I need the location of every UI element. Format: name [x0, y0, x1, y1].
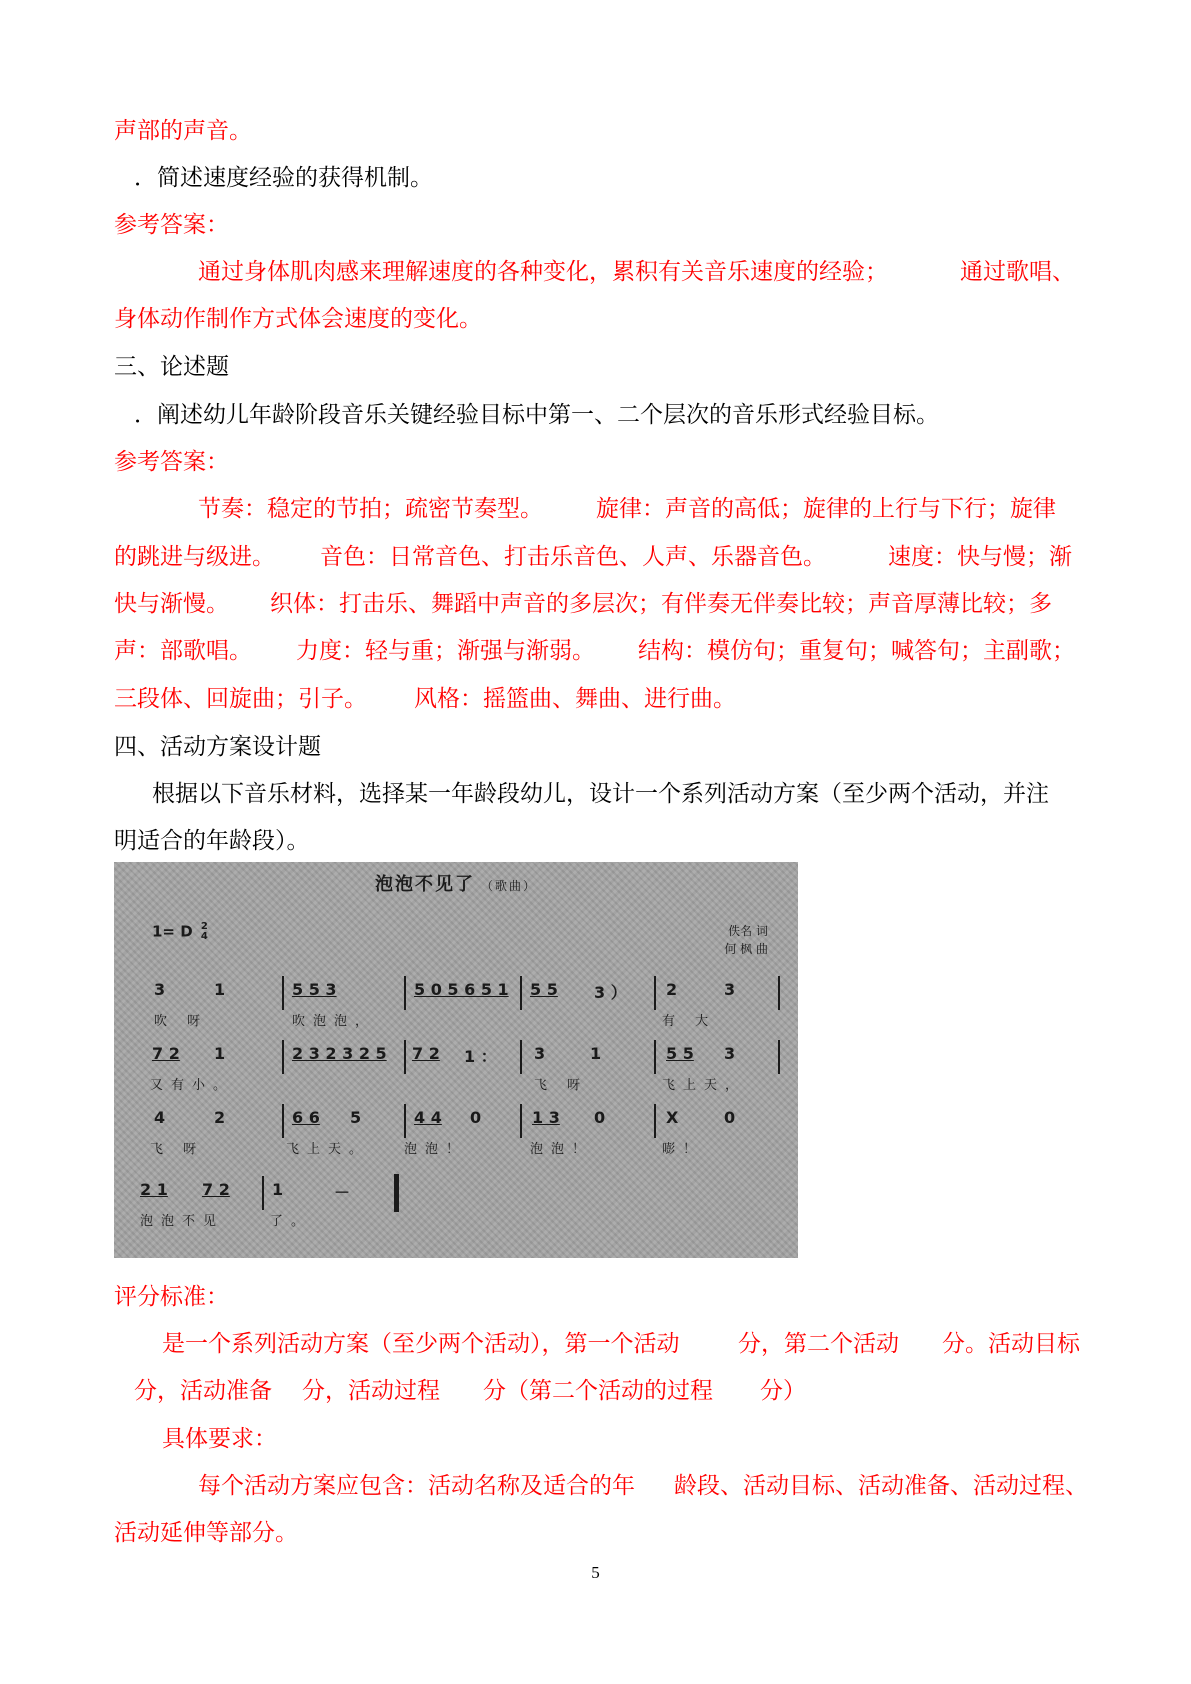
grading-text: 分，活动过程	[302, 1378, 440, 1404]
question-item: ．简述速度经验的获得机制。	[134, 165, 433, 191]
grading-text: 是一个系列活动方案（至少两个活动），第一个活动	[162, 1331, 680, 1357]
answer-text: 结构：模仿句；重复句；喊答句；主副歌；	[638, 638, 1075, 664]
question-text: 明适合的年龄段）。	[114, 828, 310, 854]
answer-heading: 参考答案：	[114, 449, 229, 475]
grading-text: 分，活动准备	[134, 1378, 272, 1404]
requirements-text: 活动延伸等部分。	[114, 1520, 298, 1546]
score-note: 7 2	[202, 1180, 230, 1199]
grading-heading: 评分标准：	[114, 1284, 229, 1310]
score-lyric: 了。	[270, 1214, 313, 1229]
answer-text: 快与渐慢。	[114, 591, 229, 617]
score-composer: 何 枫 曲	[724, 942, 768, 956]
score-note: 1	[214, 1044, 226, 1063]
score-note: 3	[534, 1044, 546, 1063]
score-note: 5	[350, 1108, 362, 1127]
bar-line	[654, 976, 656, 1010]
score-note: 3	[724, 980, 736, 999]
score-lyric: 飞 呀	[534, 1078, 589, 1093]
score-title	[114, 870, 798, 896]
score-lyric: 又有小。	[150, 1078, 235, 1093]
score-note: 7 2	[152, 1044, 180, 1063]
answer-text: 三段体、回旋曲；引子。	[114, 686, 367, 712]
score-note: 2 3 2 3 2 5	[292, 1044, 387, 1063]
bar-line	[520, 1040, 522, 1074]
bar-line	[520, 976, 522, 1010]
bar-line	[654, 1040, 656, 1074]
answer-text: 风格：摇篮曲、舞曲、进行曲。	[414, 686, 736, 712]
score-note: 1	[272, 1180, 284, 1199]
score-key: 1= D	[152, 922, 193, 941]
music-score-image	[114, 862, 798, 1258]
score-note: 1	[590, 1044, 602, 1063]
answer-text: 声：部歌唱。	[114, 638, 252, 664]
bar-line	[282, 1104, 284, 1138]
bar-line	[404, 1104, 406, 1138]
score-note: 2	[214, 1108, 226, 1127]
page-number: 5	[591, 1563, 600, 1582]
score-credits	[724, 922, 768, 958]
score-note: 3 ）	[594, 983, 627, 1002]
answer-text: 节奏：稳定的节拍；疏密节奏型。	[198, 496, 543, 522]
score-note: 0	[470, 1108, 482, 1127]
time-bottom: 4	[200, 931, 208, 942]
score-note: 3	[154, 980, 166, 999]
requirements-heading: 具体要求：	[162, 1426, 277, 1452]
answer-text: 织体：打击乐、舞蹈中声音的多层次；有伴奏无伴奏比较；声音厚薄比较；多	[270, 591, 1052, 617]
score-note: 4 4	[414, 1108, 442, 1127]
time-top: 2	[200, 921, 208, 932]
final-bar-line	[394, 1174, 399, 1212]
score-time-signature	[201, 922, 208, 942]
grading-text: 分。活动目标	[942, 1331, 1080, 1357]
bar-line	[520, 1104, 522, 1138]
score-note: 5 0 5 6 5 1	[414, 980, 509, 999]
score-lyric: 泡泡不见	[140, 1214, 225, 1229]
requirements-text: 龄段、活动目标、活动准备、活动过程、	[674, 1473, 1088, 1499]
answer-text: 的跳进与级进。	[114, 544, 275, 570]
score-lyric: 飞上天，	[662, 1078, 747, 1093]
answer-text: 通过歌唱、	[960, 259, 1075, 285]
question-item: ．阐述幼儿年龄阶段音乐关键经验目标中第一、二个层次的音乐形式经验目标。	[134, 402, 939, 428]
bar-line	[282, 976, 284, 1010]
answer-text: 旋律：声音的高低；旋律的上行与下行；旋律	[596, 496, 1056, 522]
score-note: －	[334, 1183, 351, 1202]
answer-text: 速度：快与慢；渐	[888, 544, 1072, 570]
requirements-text: 每个活动方案应包含：活动名称及适合的年	[198, 1473, 635, 1499]
score-note: 4	[154, 1108, 166, 1127]
score-note: 5 5	[530, 980, 558, 999]
score-note: 7 2	[412, 1044, 440, 1063]
grading-text: 分（第二个活动的过程	[483, 1378, 713, 1404]
answer-heading: 参考答案：	[114, 212, 229, 238]
score-note: 0	[594, 1108, 606, 1127]
score-note: 5 5 3	[292, 980, 337, 999]
bar-line	[404, 1040, 406, 1074]
answer-text: 身体动作制作方式体会速度的变化。	[114, 306, 482, 332]
text-line: 声部的声音。	[114, 118, 252, 144]
score-note: 6 6	[292, 1108, 320, 1127]
score-note: 1 3	[532, 1108, 560, 1127]
answer-text: 音色：日常音色、打击乐音色、人声、乐器音色。	[320, 544, 826, 570]
score-key-signature	[152, 922, 208, 942]
score-note: 2 1	[140, 1180, 168, 1199]
score-note: 1 ：	[464, 1047, 497, 1066]
score-lyric: 有 大	[662, 1014, 717, 1029]
score-lyric: 泡泡！	[404, 1142, 468, 1157]
bar-line	[654, 1104, 656, 1138]
answer-text: 力度：轻与重；渐强与渐弱。	[296, 638, 595, 664]
score-note: 0	[724, 1108, 736, 1127]
section-heading: 三、论述题	[114, 354, 229, 380]
grading-text: 分）	[760, 1378, 806, 1404]
bar-line	[282, 1040, 284, 1074]
section-heading: 四、活动方案设计题	[114, 734, 321, 760]
score-title-text: 泡泡不见了	[374, 874, 475, 895]
score-note: 1	[214, 980, 226, 999]
score-note: X	[666, 1108, 679, 1127]
score-row	[114, 1180, 798, 1258]
bar-line	[778, 1040, 780, 1074]
score-lyric: 吹泡泡，	[292, 1014, 377, 1029]
grading-text: 分，第二个活动	[738, 1331, 899, 1357]
score-lyricist: 佚名 词	[728, 924, 768, 938]
score-lyric: 飞 呀	[150, 1142, 205, 1157]
score-note: 3	[724, 1044, 736, 1063]
score-subtitle: （歌曲）	[480, 879, 537, 893]
score-lyric: 泡泡！	[530, 1142, 594, 1157]
score-note: 5 5	[666, 1044, 694, 1063]
question-text: 根据以下音乐材料，选择某一年龄段幼儿，设计一个系列活动方案（至少两个活动，并注	[152, 781, 1049, 807]
score-row	[114, 1108, 798, 1188]
score-lyric: 吹 呀	[154, 1014, 209, 1029]
bar-line	[778, 976, 780, 1010]
answer-text: 通过身体肌肉感来理解速度的各种变化，累积有关音乐速度的经验；	[198, 259, 888, 285]
score-note: 2	[666, 980, 678, 999]
bar-line	[404, 976, 406, 1010]
score-lyric: 飞上天。	[286, 1142, 371, 1157]
score-lyric: 嘭！	[662, 1142, 705, 1157]
bar-line	[262, 1176, 264, 1210]
